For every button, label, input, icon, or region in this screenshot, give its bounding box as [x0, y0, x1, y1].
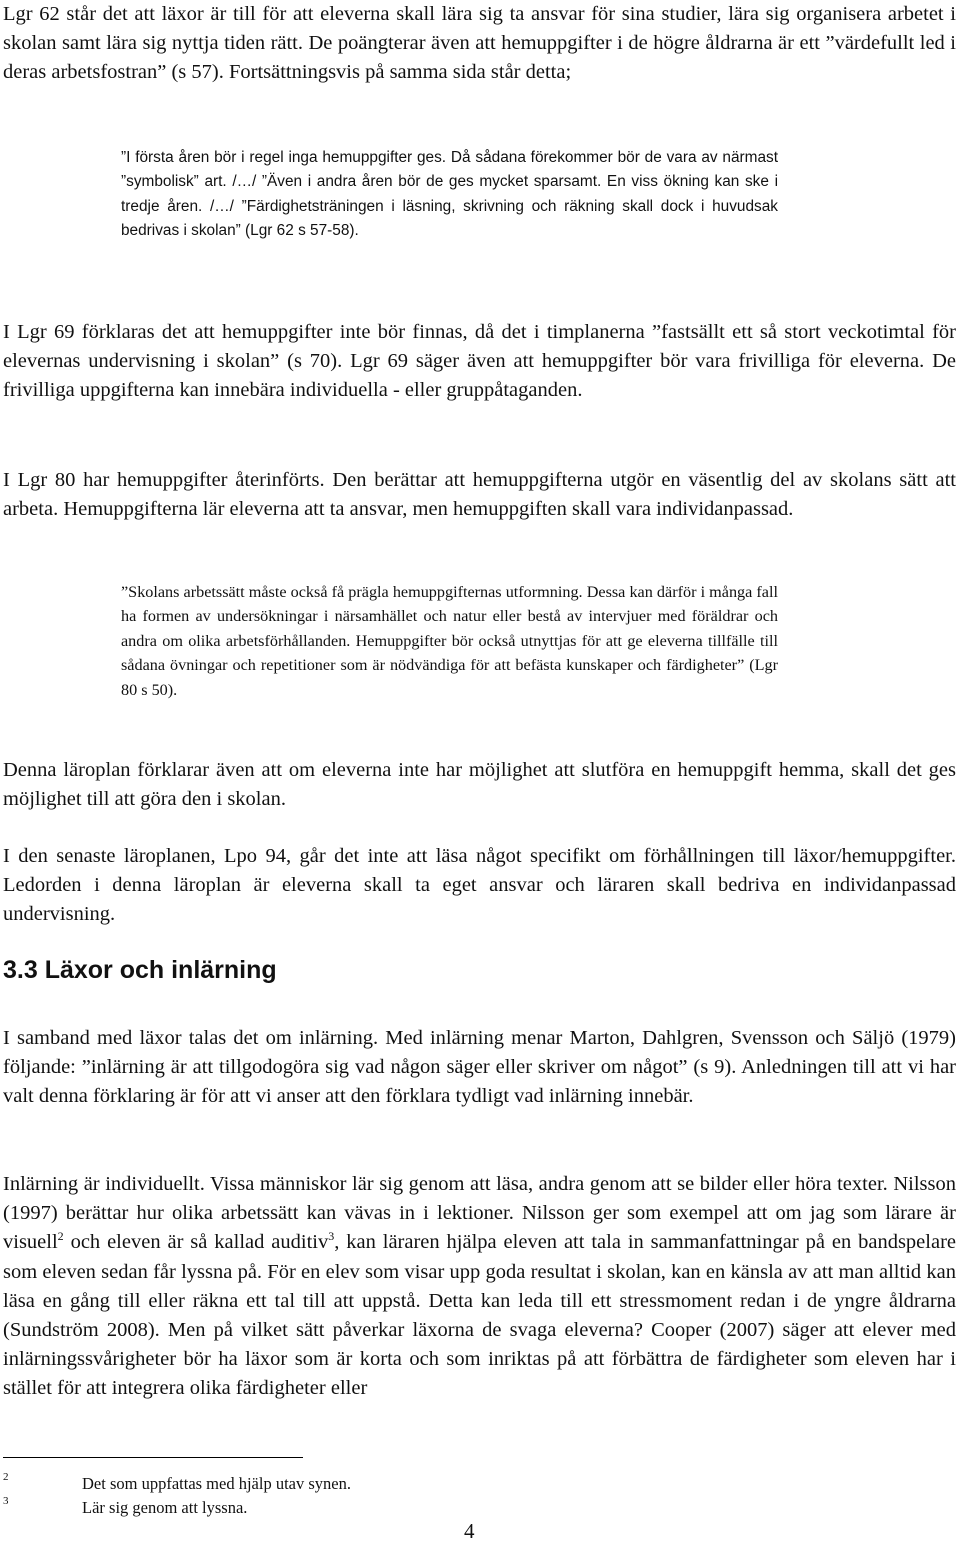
footnote-divider	[3, 1457, 303, 1458]
paragraph-lgr69: I Lgr 69 förklaras det att hemuppgifter inte bör finnas, då det i timplanerna ”fastsällt ett så stort veckotimtal för elevernas undervisning i skolan” (s 70). Lgr 69 säger även att hemuppgifter bör vara frivilliga för eleverna. De frivilliga uppgifterna kan innebära individuella - eller gruppåtaganden.	[3, 321, 956, 402]
paragraph-individuellt	[3, 1170, 956, 1404]
paragraph-intro: Lgr 62 står det att läxor är till för att eleverna skall lära sig ta ansvar för sina studier, lära sig organisera arbetet i skolan samt lära sig nyttja tiden rätt. De poängterar även att hemuppgifter i de högre åldrarna är ett ”värdefullt led i deras arbetsfostran” (s 57). Fortsättningsvis på samma sida står detta;	[3, 3, 956, 84]
footnote-number: 2	[3, 1471, 9, 1483]
footnote-reference: 2	[57, 1229, 64, 1244]
paragraph-inlarning-intro: I samband med läxor talas det om inlärning. Med inlärning menar Marton, Dahlgren, Svensson och Säljö (1979) följande: ”inlärning är att tillgodogöra sig vad någon säger eller skriver om något” (s 9). Anledningen till att vi har valt denna förklaring är för att vi anser att den förklara tydligt vad inlärning innebär.	[3, 1027, 956, 1108]
paragraph-lgr80: I Lgr 80 har hemuppgifter återinförts. Den berättar att hemuppgifterna utgör en väsentlig del av skolans sätt att arbeta. Hemuppgifterna lär eleverna att ta ansvar, men hemuppgiften skall vara individanpassad.	[3, 469, 956, 521]
paragraph-lgr80-followup: Denna läroplan förklarar även att om eleverna inte har möjlighet att slutföra en hemuppgift hemma, skall det ges möjlighet till att göra den i skolan.	[3, 759, 956, 811]
block-quote-lgr80: ”Skolans arbetssätt måste också få prägla hemuppgifternas utformning. Dessa kan därför i många fall ha formen av undersökningar i närsamhället och natur eller bestå av intervjuer med föräldrar och andra om olika arbetsförhållanden. Hemuppgifter bör också utnyttjas för att ge eleverna tillfälle till sådana övningar och repetitioner som är nödvändiga för att befästa kunskaper och färdigheter” (Lgr 80 s 50).	[121, 583, 778, 699]
paragraph-text-part: , kan läraren hjälpa eleven att tala in sammanfattningar på en bandspelare som eleven sedan får lyssna på. För en elev som visar upp goda resultat i skolan, kan en känsla av att man alltid kan läsa en gång till eller räkna ett tal till att uppstå. Detta kan leda till ett stressmoment redan i de yngre åldrarna (Sundström 2008). Men på vilket sätt påverkar läxorna de svaga eleverna? Cooper (2007) säger att elever med inlärningssvårigheter bör ha läxor som är korta och som inriktas på att förbättra de färdigheter som eleven har i stället för att integrera olika färdigheter eller	[3, 1231, 956, 1400]
block-quote-lgr62: ”I första åren bör i regel inga hemuppgifter ges. Då sådana förekommer bör de vara av närmast ”symbolisk” art. /…/ ”Även i andra åren bör de ges mycket sparsamt. En viss ökning kan ske i tredje åren. /…/ ”Färdighetsträningen i läsning, skrivning och räkning skall dock i huvudsak bedrivas i skolan” (Lgr 62 s 57-58).	[121, 149, 778, 240]
paragraph-text-part: Inlärning är individuellt. Vissa människor lär sig genom att läsa, andra genom att se bilder eller höra texter. Nilsson (1997) berättar hur olika arbetssätt kan vävas in i lektioner. Nilsson ger som exempel att om jag som lärare är visuell	[3, 1173, 956, 1254]
page-number: 4	[464, 1519, 475, 1543]
footnote-text: Lär sig genom att lyssna.	[82, 1498, 248, 1517]
footnote-number: 3	[3, 1495, 9, 1507]
footnote-text: Det som uppfattas med hjälp utav synen.	[82, 1474, 351, 1493]
paragraph-lpo94: I den senaste läroplanen, Lpo 94, går det inte att läsa något specifikt om förhållningen till läxor/hemuppgifter. Ledorden i denna läroplan är eleverna skall ta eget ansvar och läraren skall bedriva en individanpassad undervisning.	[3, 845, 956, 926]
section-heading: 3.3 Läxor och inlärning	[3, 956, 277, 984]
footnote-reference: 3	[328, 1229, 335, 1244]
paragraph-text-part: och eleven är så kallad auditiv	[63, 1231, 329, 1254]
